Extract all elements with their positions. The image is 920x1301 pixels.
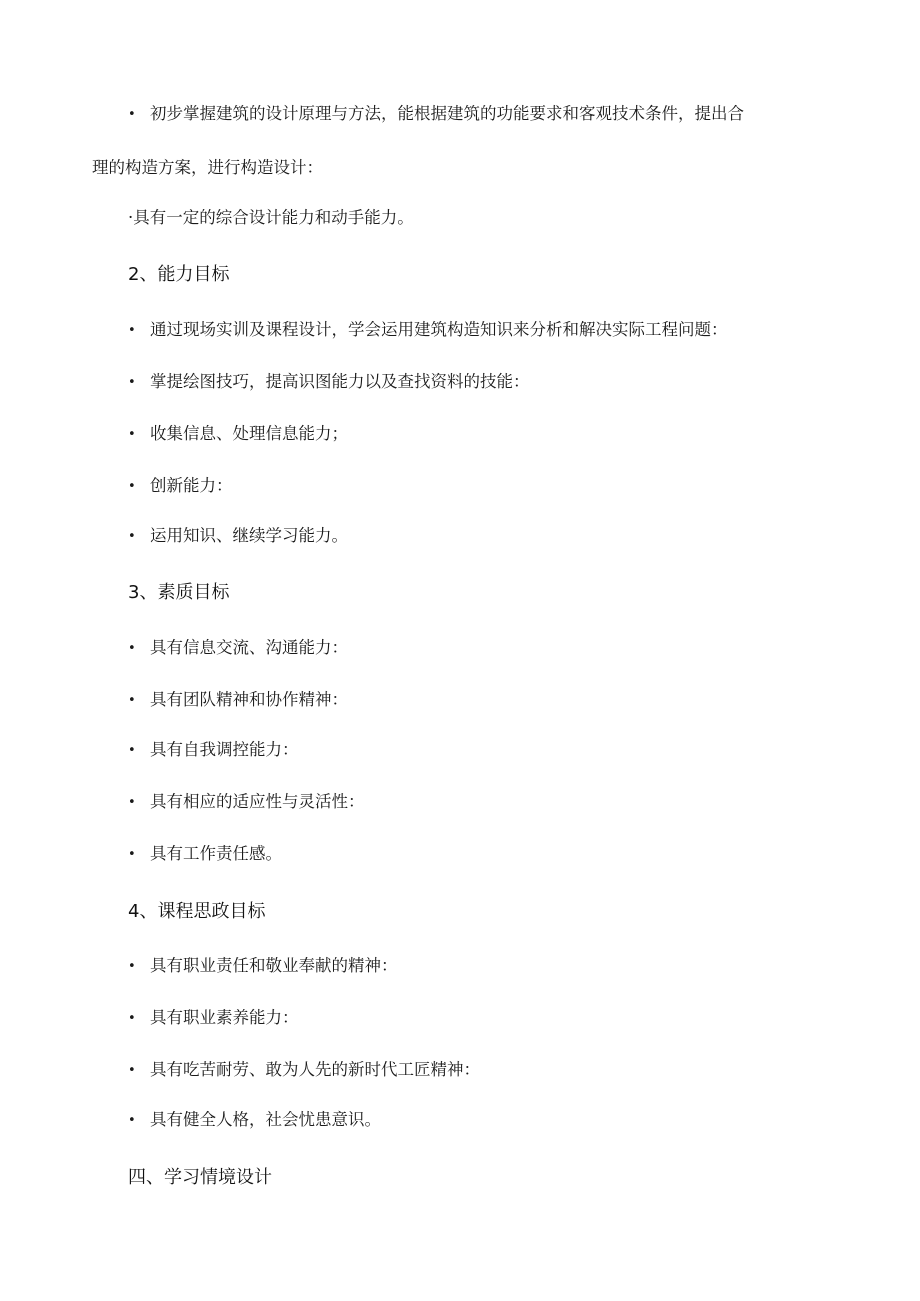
list-item-text: 具有团队精神和协作精神： — [150, 690, 348, 709]
list-item-text: 具有工作责任感。 — [150, 844, 282, 863]
list-item — [128, 636, 348, 661]
bullet-icon: • — [128, 427, 136, 442]
section-heading-ability: 2、能力目标 — [128, 264, 230, 285]
bullet-icon: • — [128, 375, 136, 390]
list-item-text: 收集信息、处理信息能力； — [150, 424, 348, 443]
bullet-text: 初步掌握建筑的设计原理与方法，能根据建筑的功能要求和客观技术条件，提出合 — [150, 104, 744, 123]
list-item — [128, 1058, 480, 1083]
list-item — [128, 1006, 299, 1031]
list-item — [128, 688, 348, 713]
bullet-icon: • — [128, 795, 136, 810]
list-item-text: 具有相应的适应性与灵活性： — [150, 792, 365, 811]
bullet-icon: • — [128, 693, 136, 708]
knowledge-bullet-continuation: 理的构造方案，进行构造设计： — [92, 158, 323, 177]
list-item — [128, 790, 365, 815]
list-item-text: 具有自我调控能力： — [150, 740, 299, 759]
section-heading-quality: 3、素质目标 — [128, 582, 230, 603]
bullet-icon: • — [128, 959, 136, 974]
list-item — [128, 318, 728, 343]
bullet-icon: • — [128, 1113, 136, 1128]
list-item-text: 掌提绘图技巧，提高识图能力以及查找资料的技能： — [150, 372, 530, 391]
list-item-text: 具有职业素养能力： — [150, 1008, 299, 1027]
knowledge-item: ·具有一定的综合设计能力和动手能力。 — [128, 208, 414, 227]
list-item — [128, 842, 282, 867]
bullet-icon: • — [128, 479, 136, 494]
list-item-text: 具有吃苦耐劳、敢为人先的新时代工匠精神： — [150, 1060, 480, 1079]
list-item — [128, 422, 348, 447]
section-heading-learning-situation: 四、学习情境设计 — [128, 1167, 272, 1188]
bullet-icon: • — [128, 641, 136, 656]
bullet-icon: • — [128, 323, 136, 338]
section-heading-ideology: 4、课程思政目标 — [128, 901, 266, 922]
list-item — [128, 474, 233, 499]
bullet-icon: • — [128, 743, 136, 758]
list-item-text: 通过现场实训及课程设计，学会运用建筑构造知识来分析和解决实际工程问题： — [150, 320, 728, 339]
list-item-text: 具有职业责任和敬业奉献的精神： — [150, 956, 398, 975]
bullet-icon: • — [128, 847, 136, 862]
list-item-text: 具有健全人格，社会忧患意识。 — [150, 1110, 381, 1129]
bullet-icon: • — [128, 1011, 136, 1026]
list-item — [128, 954, 398, 979]
bullet-icon: • — [128, 107, 136, 122]
list-item-text: 运用知识、继续学习能力。 — [150, 526, 348, 545]
bullet-icon: • — [128, 529, 136, 544]
list-item — [128, 1108, 381, 1133]
list-item — [128, 524, 348, 549]
list-item-text: 具有信息交流、沟通能力： — [150, 638, 348, 657]
list-item — [128, 738, 299, 763]
bullet-icon: • — [128, 1063, 136, 1078]
list-item-text: 创新能力： — [150, 476, 233, 495]
knowledge-bullet-item — [128, 102, 744, 127]
list-item — [128, 370, 530, 395]
